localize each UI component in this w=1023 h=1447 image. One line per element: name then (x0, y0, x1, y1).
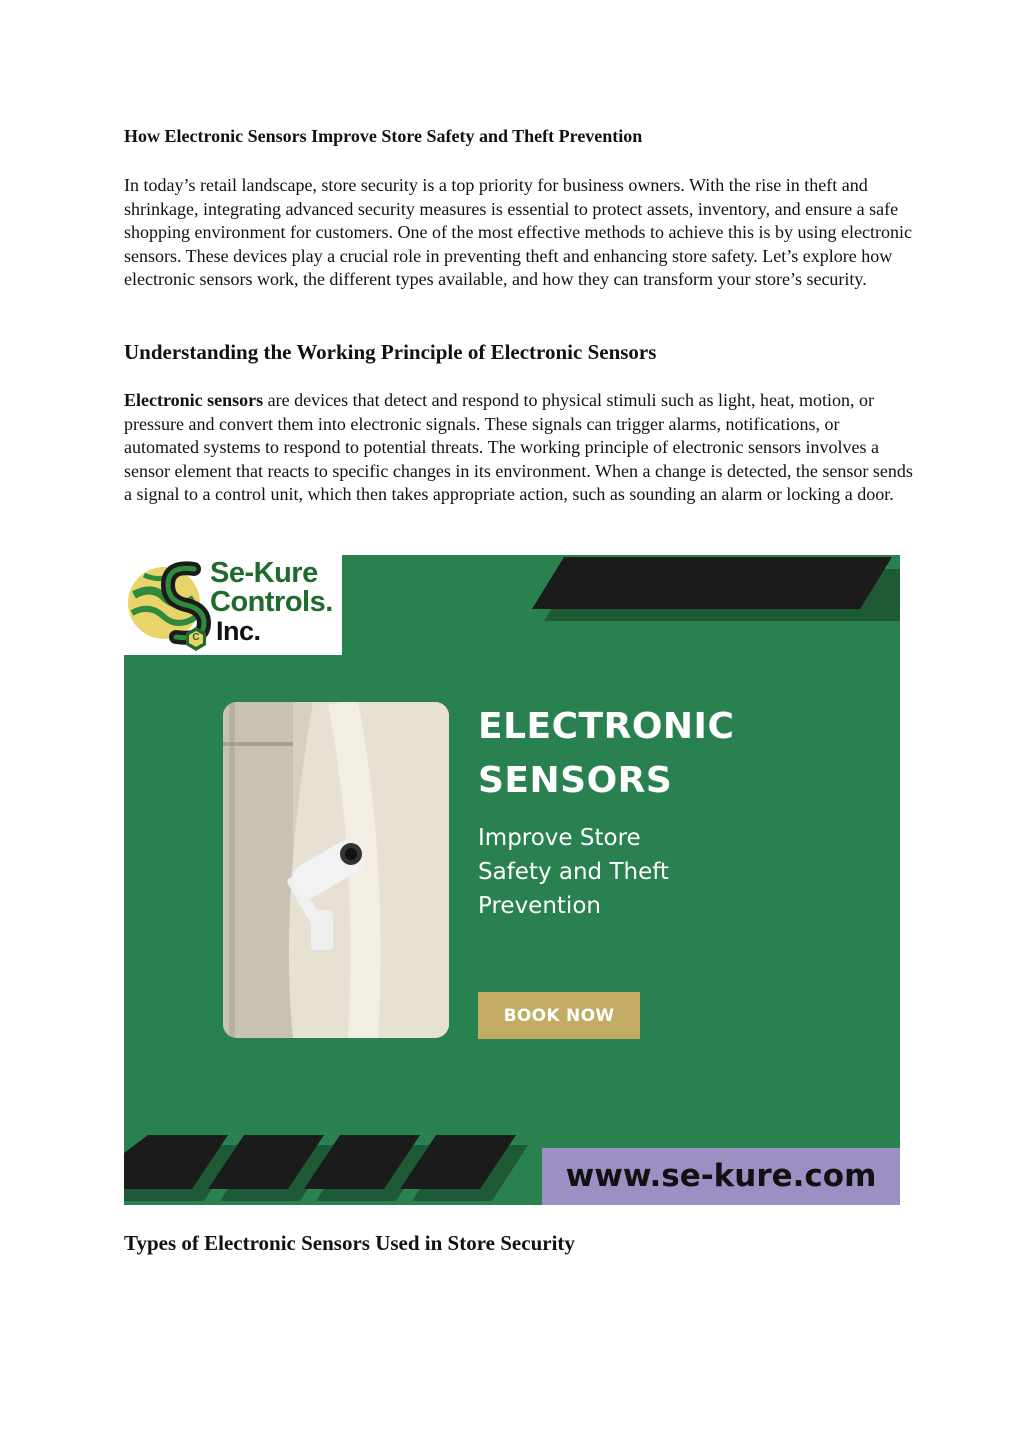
section-heading-working-principle: Understanding the Working Principle of Electronic Sensors (124, 340, 657, 364)
working-principle-paragraph (124, 389, 914, 507)
website-url-link[interactable]: www.se-kure.com (542, 1148, 900, 1205)
subheadline-line-3: Prevention (478, 893, 601, 919)
banner-subheadline (478, 821, 669, 923)
intro-paragraph: In today’s retail landscape, store security is a top priority for business owners. With the rise in theft and shrinkage, integrating advanced security measures is essential to protect assets, inventory, and ensure a safe shopping environment for customers. One of the most effective methods to achieve this is by using electronic sensors. These devices play a crucial role in preventing theft and enhancing store safety. Let’s explore how electronic sensors work, the different types available, and how they can transform your store’s security. (124, 175, 912, 290)
company-logo (124, 555, 342, 655)
logo-wordmark (210, 559, 333, 646)
bold-term: Electronic sensors (124, 390, 264, 410)
banner-headline (478, 700, 734, 808)
security-camera-photo (223, 702, 449, 1038)
subheadline-line-2: Safety and Theft (478, 859, 669, 885)
book-now-button[interactable]: BOOK NOW (478, 992, 640, 1039)
working-principle-text: are devices that detect and respond to physical stimuli such as light, heat, motion, or pressure and convert them into electronic signals. These signals can trigger alarms, notifications, or automated systems to respond to potential threats. The working principle of electronic sensors involves a sensor element that reacts to specific changes in its environment. When a change is detected, the sensor sends a signal to a control unit, which then takes appropriate action, such as sounding an alarm or locking a door. (124, 390, 913, 505)
security-camera-icon (223, 702, 449, 1038)
subheadline-line-1: Improve Store (478, 825, 641, 851)
section-heading-sensor-types: Types of Electronic Sensors Used in Store Security (124, 1231, 575, 1255)
logo-line-1: Se-Kure (210, 557, 318, 589)
article-title: How Electronic Sensors Improve Store Safety and Theft Prevention (124, 126, 643, 146)
promo-banner (124, 555, 900, 1205)
headline-line-2: SENSORS (478, 760, 673, 801)
logo-badge-letter: C (192, 632, 200, 643)
logo-line-2: Controls. (210, 586, 333, 618)
headline-line-1: ELECTRONIC (478, 706, 735, 747)
logo-line-3: Inc. (216, 616, 261, 646)
